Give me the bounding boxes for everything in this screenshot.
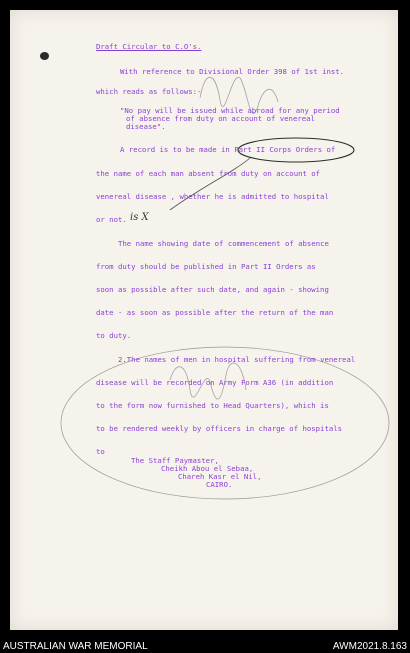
footer-accession-number: AWM2021.8.163 <box>332 641 407 652</box>
text-line-17: to the form now furnished to Head Quarters), which is <box>96 401 329 410</box>
text-line-19: to <box>96 447 105 456</box>
text-line-8: venereal disease , whether he is admitted to hospital <box>96 192 329 201</box>
document-page <box>10 10 398 630</box>
text-line-6: A record is to be made in Part II Corps Orders of <box>120 145 336 154</box>
quote-line-3: disease". <box>126 122 166 131</box>
text-line-1: With reference to Divisional Order 398 of 1st inst. <box>120 67 345 76</box>
address-line-1: The Staff Paymaster, <box>131 456 219 465</box>
text-line-7: the name of each man absent from duty on account of <box>96 169 321 178</box>
text-line-15: 2.The names of men in hospital suffering from venereal <box>118 355 356 364</box>
text-line-16: disease will be recorded on Army Form A36 (in addition <box>96 378 334 387</box>
text-line-13: date - as soon as possible after the return of the man <box>96 308 334 317</box>
document-text <box>10 10 398 630</box>
text-line-18: to be rendered weekly by officers in charge of hospitals <box>96 424 343 433</box>
address-line-2: Cheikh Abou el Sebaa, <box>161 464 254 473</box>
address-line-4: CAIRO. <box>206 480 233 489</box>
text-line-12: soon as possible after such date, and again - showing <box>96 285 329 294</box>
text-line-10: The name showing date of commencement of absence <box>118 239 329 248</box>
document-heading: Draft Circular to C.O's. <box>96 42 202 51</box>
text-line-2: which reads as follows:- <box>96 87 202 96</box>
quote-line-1: "No pay will be issued while abroad for any period <box>120 106 340 115</box>
text-line-9: or not. <box>96 215 127 224</box>
handwritten-note: is X <box>130 212 149 223</box>
address-line-3: Chareh Kasr el Nil, <box>178 472 262 481</box>
footer-archive-name: AUSTRALIAN WAR MEMORIAL <box>3 641 148 652</box>
quote-line-2: of absence from duty on account of venereal <box>126 114 315 123</box>
text-line-11: from duty should be published in Part II Orders as <box>96 262 316 271</box>
text-line-14: to duty. <box>96 331 132 340</box>
